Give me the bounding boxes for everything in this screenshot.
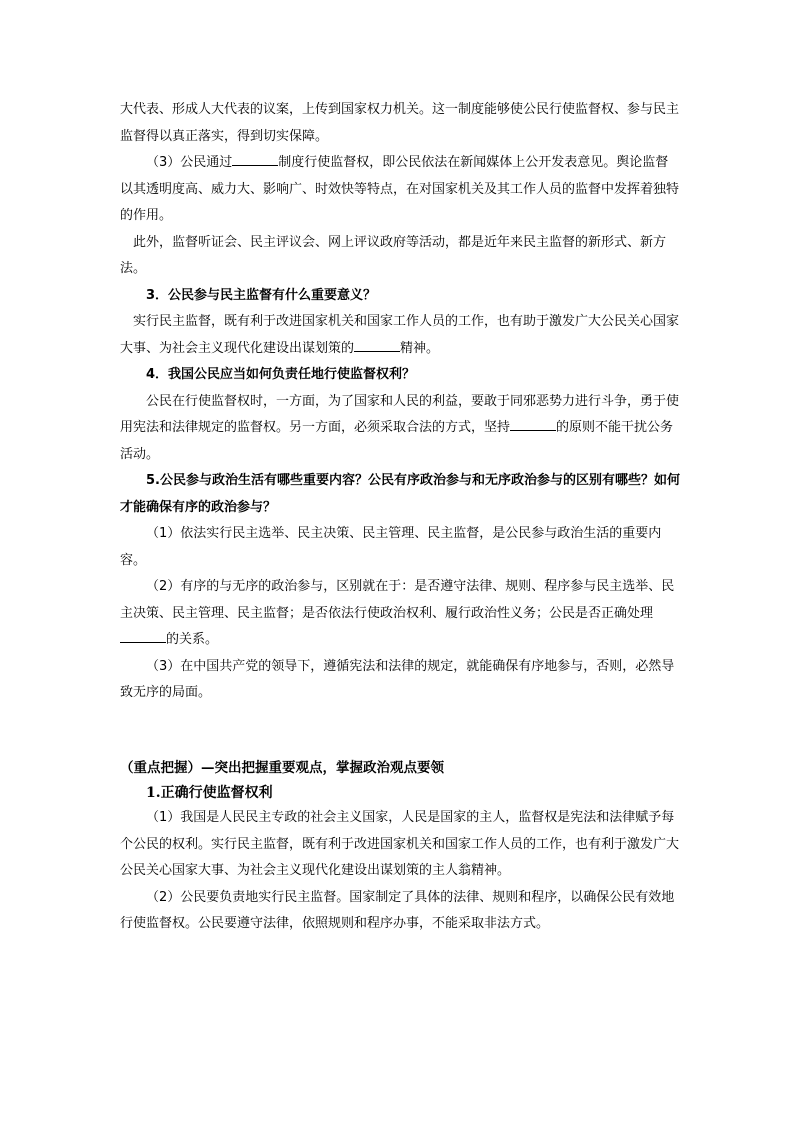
section-body	[120, 805, 680, 938]
fill-blank	[510, 416, 556, 431]
paragraph-continuation: 大代表、形成人大代表的议案，上传到国家权力机关。这一制度能够使公民行使监督权、参与民主监督得以真正落实，得到切实保障。	[120, 102, 680, 144]
paragraph-significance: 实行民主监督，既有利于改进国家机关和国家工作人员的工作，也有助于激发广大公民关心国家大事、为社会主义现代化建设出谋划策的 精神。	[120, 314, 680, 356]
fill-blank	[120, 628, 166, 643]
paragraph-orderly: （3）在中国共产党的领导下，遵循宪法和法律的规定，就能确保有序地参与，否则，必然导致无序的局面。	[120, 658, 675, 700]
document-page	[120, 97, 680, 938]
section-title: （重点把握）—突出把握重要观点，掌握政治观点要领	[120, 759, 444, 776]
paragraph-responsible-supervision: （2）公民要负责地实行民主监督。国家制定了具体的法律、规则和程序，以确保公民有效地行使监督权。公民要遵守法律，依照规则和程序办事，不能采取非法方式。	[120, 889, 675, 931]
fill-blank	[354, 337, 400, 352]
paragraph-supervision-right: （1）我国是人民民主专政的社会主义国家，人民是国家的主人，监督权是宪法和法律赋予每个公民的权利。实行民主监督，既有利于改进国家机关和国家工作人员的工作，也有利于激发广大公民关心国家大事、为社会主义现代化建设出谋划策的主人翁精神。	[120, 810, 680, 878]
fill-blank	[232, 151, 278, 166]
question-heading-5: 5.公民参与政治生活有哪些重要内容？公民有序政治参与和无序政治参与的区别有哪些？如何才能确保有序的政治参与？	[120, 473, 680, 515]
subsection-title: 1.正确行使监督权利	[146, 785, 273, 801]
paragraph-difference: （2）有序的与无序的政治参与，区别就在于：是否遵守法律、规则、程序参与民主选举、民主决策、民主管理、民主监督；是否依法行使政治权利、履行政治性义务；公民是否正确处理的关系。	[120, 579, 675, 647]
paragraph-content: （1）依法实行民主选举、民主决策、民主管理、民主监督，是公民参与政治生活的重要内容。	[120, 526, 662, 568]
paragraph-new-forms: 此外，监督听证会、民主评议会、网上评议政府等活动，都是近年来民主监督的新形式、新方法。	[120, 234, 667, 276]
question-heading-4: 4．我国公民应当如何负责任地行使监督权利？	[146, 367, 416, 382]
paragraph-public-opinion: （3）公民通过 制度行使监督权，即公民依法在新闻媒体上公开发表意见。舆论监督以其透明度高、威力大、影响广、时效快等特点，在对国家机关及其工作人员的监督中发挥着独特的作用。	[120, 150, 680, 230]
paragraph-responsibility: 公民在行使监督权时，一方面，为了国家和人民的利益，要敢于同邪恶势力进行斗争，勇于使用宪法和法律规定的监督权。另一方面，必须采取合法的方式，坚持 的原则不能干扰公务活动。	[120, 393, 680, 462]
question-heading-3: 3．公民参与民主监督有什么重要意义？	[146, 287, 377, 303]
